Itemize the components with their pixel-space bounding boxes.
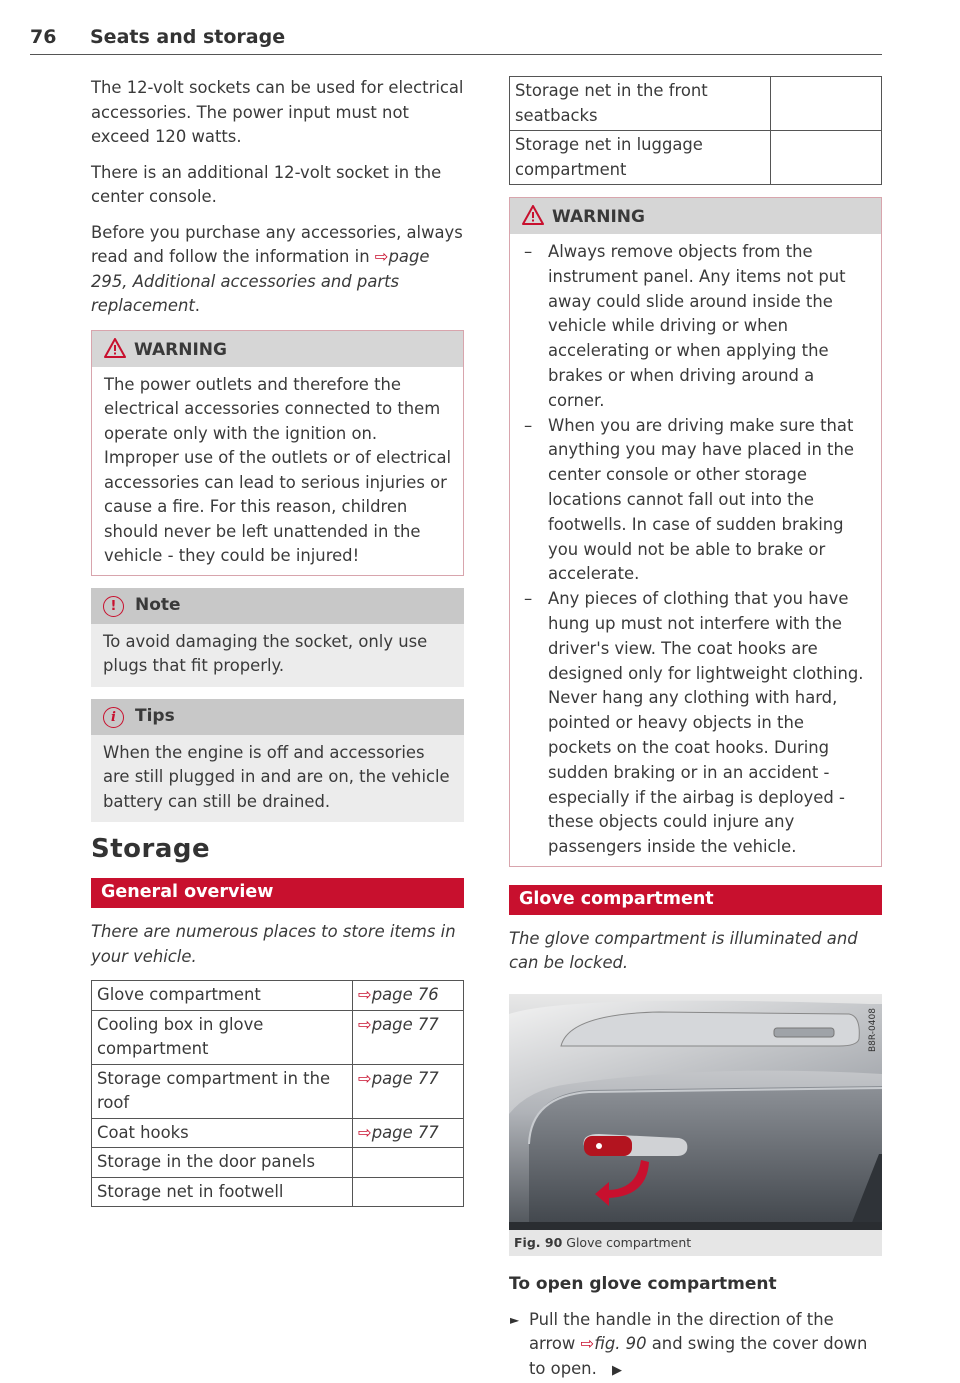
glove-compartment-heading: Glove compartment xyxy=(509,885,882,915)
storage-item: Storage net in footwell xyxy=(92,1177,353,1207)
section-title: Seats and storage xyxy=(90,26,286,48)
warning-text: The power outlets and therefore the electrical accessories connected to them operate only with the ignition on. Improper use of the outlets or of electrical accessories can lead to serious injuries or cause a fire. For this reason, children should never be left unattended in the vehicle - they could be injured! xyxy=(104,374,452,565)
storage-item: Storage in the door panels xyxy=(92,1148,353,1178)
note-header: ! Note xyxy=(91,588,464,624)
storage-table xyxy=(91,980,464,1207)
page-reference[interactable]: ⇨page 76 xyxy=(353,981,464,1011)
page-reference[interactable]: ⇨page 77 xyxy=(353,1010,464,1064)
warning-icon xyxy=(522,205,544,225)
storage-item: Glove compartment xyxy=(92,981,353,1011)
storage-table-continued xyxy=(509,76,882,185)
page-reference xyxy=(353,1177,464,1207)
table-row xyxy=(510,77,882,131)
page-reference[interactable]: ⇨page 77 xyxy=(353,1064,464,1118)
storage-item: Storage compartment in the roof xyxy=(92,1064,353,1118)
storage-intro: There are numerous places to store items in your vehicle. xyxy=(91,922,456,966)
warning-box xyxy=(91,330,464,576)
paragraph-accessories: Before you purchase any accessories, always read and follow the information in ⇨page 295, Additional accessories and parts replacement. xyxy=(91,222,463,315)
storage-item: Storage net in luggage compartment xyxy=(510,131,771,185)
bullet-triangle-icon: ► xyxy=(510,1312,520,1327)
left-column xyxy=(91,76,464,1207)
arrow-right-icon: ⇨ xyxy=(358,1122,372,1142)
page-reference xyxy=(353,1148,464,1178)
table-row xyxy=(92,981,464,1011)
glove-intro: The glove compartment is illuminated and can be locked. xyxy=(509,928,858,973)
arrow-right-icon: ⇨ xyxy=(358,985,372,1004)
table-row xyxy=(92,1177,464,1207)
list-item: – When you are driving make sure that anything you may have placed in the center console or other storage locations cannot fall out into the footwells. In case of sudden braking you would not be able to brake or accelerate. xyxy=(524,415,854,584)
right-column xyxy=(509,76,882,1383)
page-header xyxy=(30,24,882,55)
list-item: – Any pieces of clothing that you have hung up must not interfere with the driver's view. The coat hooks are designed only for lightweight clothing. Never hang any clothing with hard, pointed or heavy objects in the pockets on the coat hooks. During sudden braking or in an accident - especially if the airbag is deployed - these objects could injure any passengers inside the vehicle. xyxy=(524,589,864,857)
warning-list xyxy=(522,240,871,860)
paragraph-power: The 12-volt sockets can be used for electrical accessories. The power input must not exceed 120 watts. xyxy=(91,78,464,146)
table-row xyxy=(92,1064,464,1118)
table-row xyxy=(92,1118,464,1148)
table-row xyxy=(92,1010,464,1064)
page-reference xyxy=(771,131,882,185)
arrow-right-icon: ⇨ xyxy=(580,1334,595,1354)
figure-code: B8R-0408 xyxy=(868,1007,878,1052)
info-icon: i xyxy=(103,707,124,728)
general-overview-heading: General overview xyxy=(91,878,464,908)
note-box xyxy=(91,588,464,687)
page-reference xyxy=(771,77,882,131)
table-row xyxy=(92,1148,464,1178)
note-icon: ! xyxy=(103,596,124,617)
arrow-right-icon: ⇨ xyxy=(374,247,389,266)
warning-icon xyxy=(104,338,126,358)
page-reference[interactable]: ⇨page 77 xyxy=(353,1118,464,1148)
warning-header: WARNING xyxy=(510,198,881,234)
table-row xyxy=(510,131,882,185)
dash-bullet: – xyxy=(524,589,533,609)
page-number: 76 xyxy=(30,26,57,48)
dash-bullet: – xyxy=(524,415,533,435)
glove-compartment-image xyxy=(509,994,882,1230)
tips-box xyxy=(91,699,464,823)
warning-header: WARNING xyxy=(92,331,463,367)
storage-item: Coat hooks xyxy=(92,1118,353,1148)
arrow-right-icon: ⇨ xyxy=(358,1014,372,1034)
warning-box-objects xyxy=(509,197,882,867)
figure-caption: Fig. 90 Glove compartment xyxy=(509,1230,882,1256)
paragraph-socket: There is an additional 12-volt socket in the center console. xyxy=(91,162,442,206)
tips-header: i Tips xyxy=(91,699,464,735)
glove-compartment-figure xyxy=(509,994,882,1230)
tips-text: When the engine is off and accessories are still plugged in and are on, the vehicle battery can still be drained. xyxy=(103,742,450,811)
instruction-step: ► Pull the handle in the direction of the arrow ⇨fig. 90 and swing the cover down to open. ▶ xyxy=(510,1309,868,1378)
arrow-right-icon: ⇨ xyxy=(358,1068,372,1088)
page-reference-link[interactable]: ⇨page 295, Additional accessories and parts replacement xyxy=(91,247,430,315)
storage-heading: Storage xyxy=(91,834,211,864)
list-item: – Always remove objects from the instrument panel. Any items not put away could slide around inside the vehicle while driving or when accelerating or when applying the brakes or when driving around a corner. xyxy=(524,242,846,410)
figure-reference-link[interactable]: ⇨fig. 90 xyxy=(580,1334,647,1354)
note-text: To avoid damaging the socket, only use plugs that fit properly. xyxy=(103,631,428,675)
open-glove-heading: To open glove compartment xyxy=(509,1273,777,1294)
storage-item: Storage net in the front seatbacks xyxy=(510,77,771,131)
dash-bullet: – xyxy=(524,242,533,261)
storage-item: Cooling box in glove compartment xyxy=(92,1010,353,1064)
continued-icon: ▶ xyxy=(612,1362,622,1378)
